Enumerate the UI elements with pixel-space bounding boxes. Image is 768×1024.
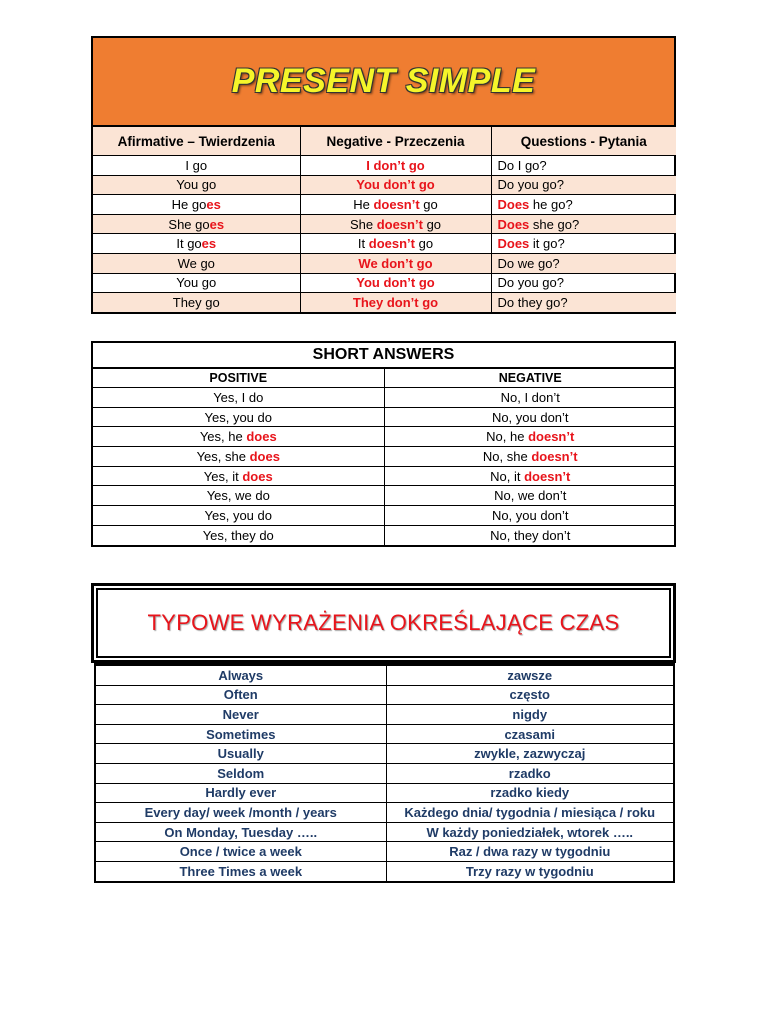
cell-text: Yes, it: [203, 468, 243, 484]
time-expression-row: [96, 803, 673, 823]
question-cell: [491, 293, 676, 312]
time-expressions-title-frame: [91, 583, 676, 663]
negative-cell: [384, 506, 676, 526]
cell-text: Yes, we do: [206, 488, 270, 504]
cell-text: Do I go?: [497, 157, 547, 173]
affirmative-cell: [93, 293, 300, 312]
polish-translation: zawsze: [386, 666, 673, 686]
highlight-text: es: [209, 216, 225, 232]
cell-text: You go: [176, 275, 217, 291]
column-header: NEGATIVE: [384, 369, 676, 388]
highlight-text: doesn’t: [368, 236, 415, 252]
affirmative-cell: [93, 234, 300, 254]
time-expressions-grid: [96, 665, 673, 881]
highlight-text: does: [249, 448, 280, 464]
present-simple-title-bar: [93, 38, 674, 126]
affirmative-cell: [93, 253, 300, 273]
short-answers-title: SHORT ANSWERS: [93, 343, 674, 368]
polish-translation: W każdy poniedziałek, wtorek …..: [386, 822, 673, 842]
polish-translation: rzadko: [386, 763, 673, 783]
question-cell: [491, 234, 676, 254]
question-cell: [491, 214, 676, 234]
cell-text: We go: [177, 255, 215, 271]
negative-cell: [384, 486, 676, 506]
cell-text: They go: [172, 294, 220, 310]
question-cell: [491, 156, 676, 176]
english-expression: Usually: [96, 744, 386, 764]
english-expression: Once / twice a week: [96, 842, 386, 862]
short-answer-row: [93, 506, 676, 526]
cell-text: She: [349, 216, 377, 232]
polish-translation: rzadko kiedy: [386, 783, 673, 803]
time-expression-row: [96, 822, 673, 842]
present-simple-row: [93, 293, 676, 312]
positive-cell: [93, 388, 384, 408]
time-expression-row: [96, 763, 673, 783]
cell-text: You go: [176, 177, 217, 193]
time-expression-row: [96, 861, 673, 880]
cell-text: Yes, I do: [213, 389, 264, 405]
cell-text: he go?: [529, 196, 573, 212]
cell-text: He: [353, 196, 374, 212]
cell-text: No, I don’t: [500, 389, 560, 405]
present-simple-grid: [93, 126, 676, 312]
cell-text: It: [357, 236, 369, 252]
positive-cell: [93, 427, 384, 447]
affirmative-cell: [93, 156, 300, 176]
affirmative-cell: [93, 273, 300, 293]
english-expression: Always: [96, 666, 386, 686]
highlight-text: You don’t go: [356, 275, 435, 291]
negative-cell: [300, 293, 491, 312]
cell-text: No, they don’t: [490, 527, 571, 543]
time-expression-row: [96, 685, 673, 705]
present-simple-row: [93, 175, 676, 195]
affirmative-cell: [93, 195, 300, 215]
time-expressions-table: [94, 663, 675, 883]
english-expression: On Monday, Tuesday …..: [96, 822, 386, 842]
present-simple-row: [93, 195, 676, 215]
short-answer-row: [93, 525, 676, 544]
positive-cell: [93, 506, 384, 526]
short-answer-row: [93, 427, 676, 447]
cell-text: Yes, he: [199, 429, 247, 445]
cell-text: No, it: [490, 468, 525, 484]
positive-cell: [93, 466, 384, 486]
cell-text: It go: [176, 236, 202, 252]
cell-text: Yes, they do: [202, 527, 274, 543]
short-answers-header-row: [93, 369, 676, 388]
negative-cell: [384, 447, 676, 467]
polish-translation: Raz / dwa razy w tygodniu: [386, 842, 673, 862]
highlight-text: doesn’t: [531, 448, 578, 464]
time-expression-row: [96, 842, 673, 862]
highlight-text: Does: [497, 216, 530, 232]
cell-text: go: [419, 196, 438, 212]
cell-text: Do we go?: [497, 255, 560, 271]
short-answer-row: [93, 388, 676, 408]
question-cell: [491, 175, 676, 195]
question-cell: [491, 253, 676, 273]
cell-text: Yes, you do: [204, 507, 272, 523]
short-answers-table: [91, 341, 676, 547]
time-expression-row: [96, 666, 673, 686]
negative-cell: [300, 234, 491, 254]
english-expression: Every day/ week /month / years: [96, 803, 386, 823]
present-simple-header-row: [93, 127, 676, 156]
positive-cell: [93, 447, 384, 467]
negative-cell: [300, 175, 491, 195]
highlight-text: es: [201, 236, 217, 252]
time-expression-row: [96, 705, 673, 725]
english-expression: Three Times a week: [96, 861, 386, 880]
affirmative-cell: [93, 214, 300, 234]
cell-text: Yes, you do: [204, 409, 272, 425]
present-simple-row: [93, 156, 676, 176]
column-header: POSITIVE: [93, 369, 384, 388]
negative-cell: [384, 427, 676, 447]
positive-cell: [93, 525, 384, 544]
short-answer-row: [93, 407, 676, 427]
highlight-text: doesn’t: [373, 196, 420, 212]
positive-cell: [93, 407, 384, 427]
present-simple-row: [93, 253, 676, 273]
column-header: Negative - Przeczenia: [300, 127, 491, 156]
negative-cell: [300, 273, 491, 293]
time-expression-row: [96, 744, 673, 764]
positive-cell: [93, 486, 384, 506]
time-expressions-title-box: [96, 588, 671, 658]
polish-translation: zwykle, zazwyczaj: [386, 744, 673, 764]
present-simple-title: PRESENT SIMPLE: [231, 62, 536, 100]
short-answer-row: [93, 486, 676, 506]
present-simple-table: [91, 36, 676, 314]
short-answer-row: [93, 466, 676, 486]
english-expression: Hardly ever: [96, 783, 386, 803]
question-cell: [491, 195, 676, 215]
highlight-text: doesn’t: [376, 216, 423, 232]
present-simple-row: [93, 273, 676, 293]
english-expression: Sometimes: [96, 724, 386, 744]
cell-text: No, she: [482, 448, 532, 464]
cell-text: I go: [185, 157, 208, 173]
cell-text: Do you go?: [497, 177, 564, 193]
highlight-text: does: [246, 429, 277, 445]
cell-text: go: [422, 216, 442, 232]
cell-text: She go: [168, 216, 210, 232]
column-header: Afirmative – Twierdzenia: [93, 127, 300, 156]
highlight-text: doesn’t: [528, 429, 575, 445]
cell-text: it go?: [529, 236, 565, 252]
negative-cell: [384, 466, 676, 486]
negative-cell: [384, 525, 676, 544]
negative-cell: [300, 253, 491, 273]
cell-text: she go?: [529, 216, 580, 232]
negative-cell: [384, 388, 676, 408]
question-cell: [491, 273, 676, 293]
cell-text: Do they go?: [497, 294, 568, 310]
cell-text: He go: [171, 196, 207, 212]
cell-text: Yes, she: [196, 448, 250, 464]
polish-translation: czasami: [386, 724, 673, 744]
column-header: Questions - Pytania: [491, 127, 676, 156]
time-expression-row: [96, 783, 673, 803]
highlight-text: Does: [497, 196, 530, 212]
highlight-text: does: [242, 468, 273, 484]
negative-cell: [300, 156, 491, 176]
highlight-text: They don’t go: [352, 294, 439, 310]
affirmative-cell: [93, 175, 300, 195]
cell-text: No, you don’t: [491, 409, 569, 425]
negative-cell: [300, 195, 491, 215]
negative-cell: [300, 214, 491, 234]
present-simple-row: [93, 214, 676, 234]
polish-translation: często: [386, 685, 673, 705]
english-expression: Seldom: [96, 763, 386, 783]
highlight-text: You don’t go: [356, 177, 435, 193]
highlight-text: es: [206, 196, 221, 212]
present-simple-row: [93, 234, 676, 254]
short-answers-grid: [93, 368, 676, 545]
polish-translation: Każdego dnia/ tygodnia / miesiąca / roku: [386, 803, 673, 823]
cell-text: Do you go?: [497, 275, 564, 291]
short-answer-row: [93, 447, 676, 467]
cell-text: No, we don’t: [494, 488, 567, 504]
english-expression: Never: [96, 705, 386, 725]
time-expression-row: [96, 724, 673, 744]
negative-cell: [384, 407, 676, 427]
polish-translation: Trzy razy w tygodniu: [386, 861, 673, 880]
highlight-text: Does: [497, 236, 530, 252]
highlight-text: I don’t go: [366, 157, 425, 173]
highlight-text: We don’t go: [358, 255, 433, 271]
time-expressions-title: TYPOWE WYRAŻENIA OKREŚLAJĄCE CZAS: [147, 610, 620, 635]
cell-text: go: [415, 236, 434, 252]
polish-translation: nigdy: [386, 705, 673, 725]
cell-text: No, he: [486, 429, 529, 445]
cell-text: No, you don’t: [491, 507, 569, 523]
highlight-text: doesn’t: [524, 468, 571, 484]
english-expression: Often: [96, 685, 386, 705]
